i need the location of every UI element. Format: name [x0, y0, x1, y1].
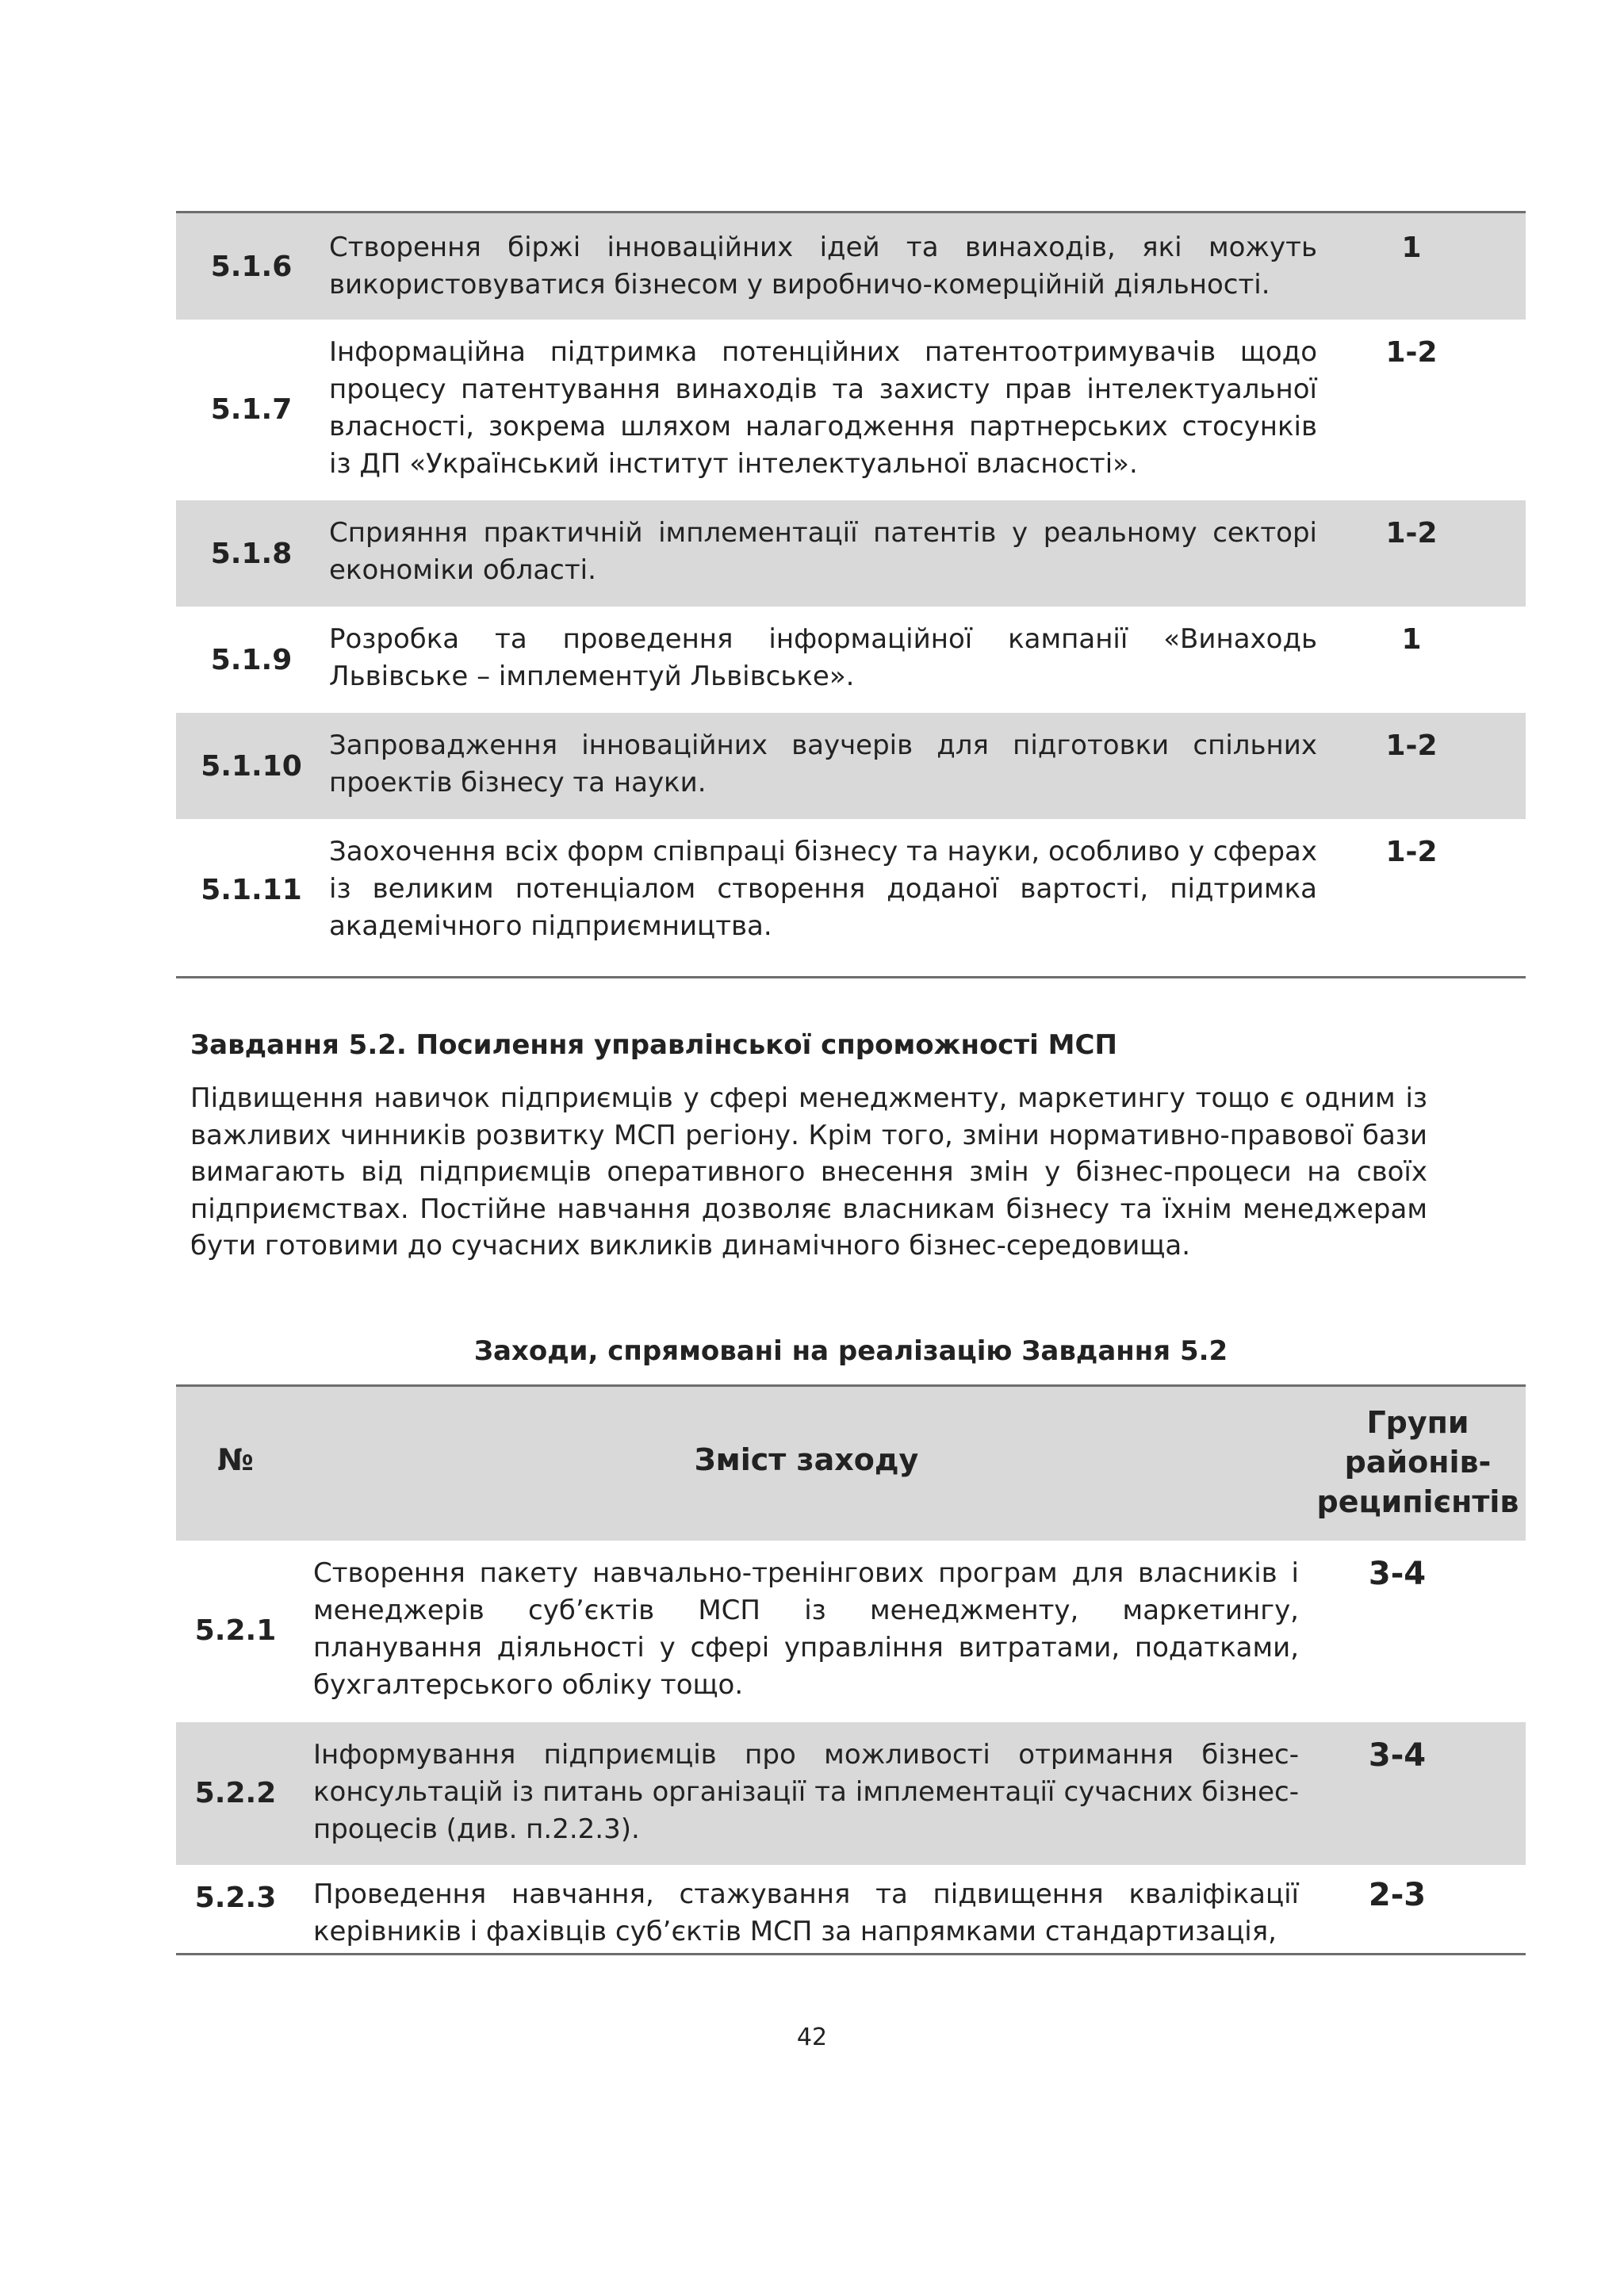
row-text: Інформування підприємців про можливості отримання бізнес-консультацій із питань організації та імплементації сучасних бізнес-процесів (див. п.2.2.3).: [313, 1739, 1299, 1845]
row-text: Створення біржі інноваційних ідей та винаходів, які можуть використовуватися бізнесом у виробничо-комерційній діяльності.: [329, 232, 1317, 301]
row-number: 5.1.6: [210, 251, 293, 283]
row-groups: 3-4: [1368, 1737, 1427, 1774]
task-paragraph: Підвищення навичок підприємців у сфері менеджменту, маркетингу тощо є одним із важливих чинників розвитку МСП регіону. Крім того, зміни нормативно-правової бази вимагають від підприємців оперативного внесення змін у бізнес-процеси на своїх підприємствах. Постійне навчання дозволяє власникам бізнесу та їхнім менеджерам бути готовими до сучасних викликів динамічного бізнес-середовища.: [190, 1082, 1427, 1262]
row-number: 5.2.2: [194, 1777, 277, 1809]
row-groups: 1-2: [1385, 517, 1438, 549]
row-text: Проведення навчання, стажування та підвищення кваліфікації керівників і фахівців суб’єктів МСП за напрямками стандартизація,: [313, 1878, 1299, 1947]
row-text: Інформаційна підтримка потенційних патентоотримувачів щодо процесу патентування винаходів та захисту прав інтелектуальної власності, зокрема шляхом налагодження партнерських стосунків із ДП «Український інститут інтелектуальної власності».: [329, 336, 1317, 480]
table-row: [176, 1722, 1526, 1865]
table-row: [176, 320, 1526, 500]
task-heading: Завдання 5.2. Посилення управлінської спроможності МСП: [190, 1029, 1117, 1061]
column-header-number: №: [217, 1442, 254, 1477]
row-groups: 1: [1401, 232, 1422, 264]
row-text: Запровадження інноваційних ваучерів для підготовки спільних проектів бізнесу та науки.: [329, 729, 1317, 798]
table-caption: Заходи, спрямовані на реалізацію Завдання 5.2: [473, 1335, 1228, 1367]
row-number: 5.1.10: [201, 750, 302, 783]
table-bottom-border: [176, 1953, 1526, 1955]
row-groups: 1-2: [1385, 836, 1438, 868]
page-number: 42: [796, 2024, 828, 2051]
row-groups: 2-3: [1368, 1877, 1427, 1913]
table-row: [176, 1541, 1526, 1722]
column-header-groups: Групи районів-реципієнтів: [1316, 1405, 1519, 1519]
table-bottom-border: [176, 976, 1526, 978]
row-text: Сприяння практичній імплементації патентів у реальному секторі економіки області.: [329, 517, 1317, 586]
measures-table-5-2: [176, 1384, 1526, 1955]
row-number: 5.1.8: [210, 538, 293, 570]
table-row: [176, 713, 1526, 819]
row-groups: 1: [1401, 623, 1422, 656]
table-row: [176, 819, 1526, 976]
column-header-content: Зміст заходу: [694, 1442, 919, 1477]
row-number: 5.2.3: [194, 1882, 277, 1914]
table-row: [176, 213, 1526, 320]
table-row: [176, 607, 1526, 713]
table-row: [176, 500, 1526, 607]
table-header-row: [176, 1387, 1526, 1541]
row-text: Заохочення всіх форм співпраці бізнесу та науки, особливо у сферах із великим потенціалом створення доданої вартості, підтримка академічного підприємництва.: [329, 836, 1317, 942]
row-groups: 1-2: [1385, 336, 1438, 369]
row-number: 5.1.11: [201, 874, 302, 906]
table-row: [176, 1865, 1526, 1953]
row-number: 5.1.7: [210, 393, 293, 426]
measures-table-5-1: [176, 211, 1526, 978]
row-number: 5.2.1: [194, 1614, 277, 1647]
row-number: 5.1.9: [210, 644, 293, 676]
row-text: Створення пакету навчально-тренінгових програм для власників і менеджерів суб’єктів МСП із менеджменту, маркетингу, планування діяльності у сфері управління витратами, податками, бухгалтерського обліку тощо.: [313, 1557, 1299, 1701]
row-groups: 1-2: [1385, 729, 1438, 762]
row-text: Розробка та проведення інформаційної кампанії «Винаходь Львівське – імплементуй Львівське».: [329, 623, 1317, 692]
row-groups: 3-4: [1368, 1556, 1427, 1592]
